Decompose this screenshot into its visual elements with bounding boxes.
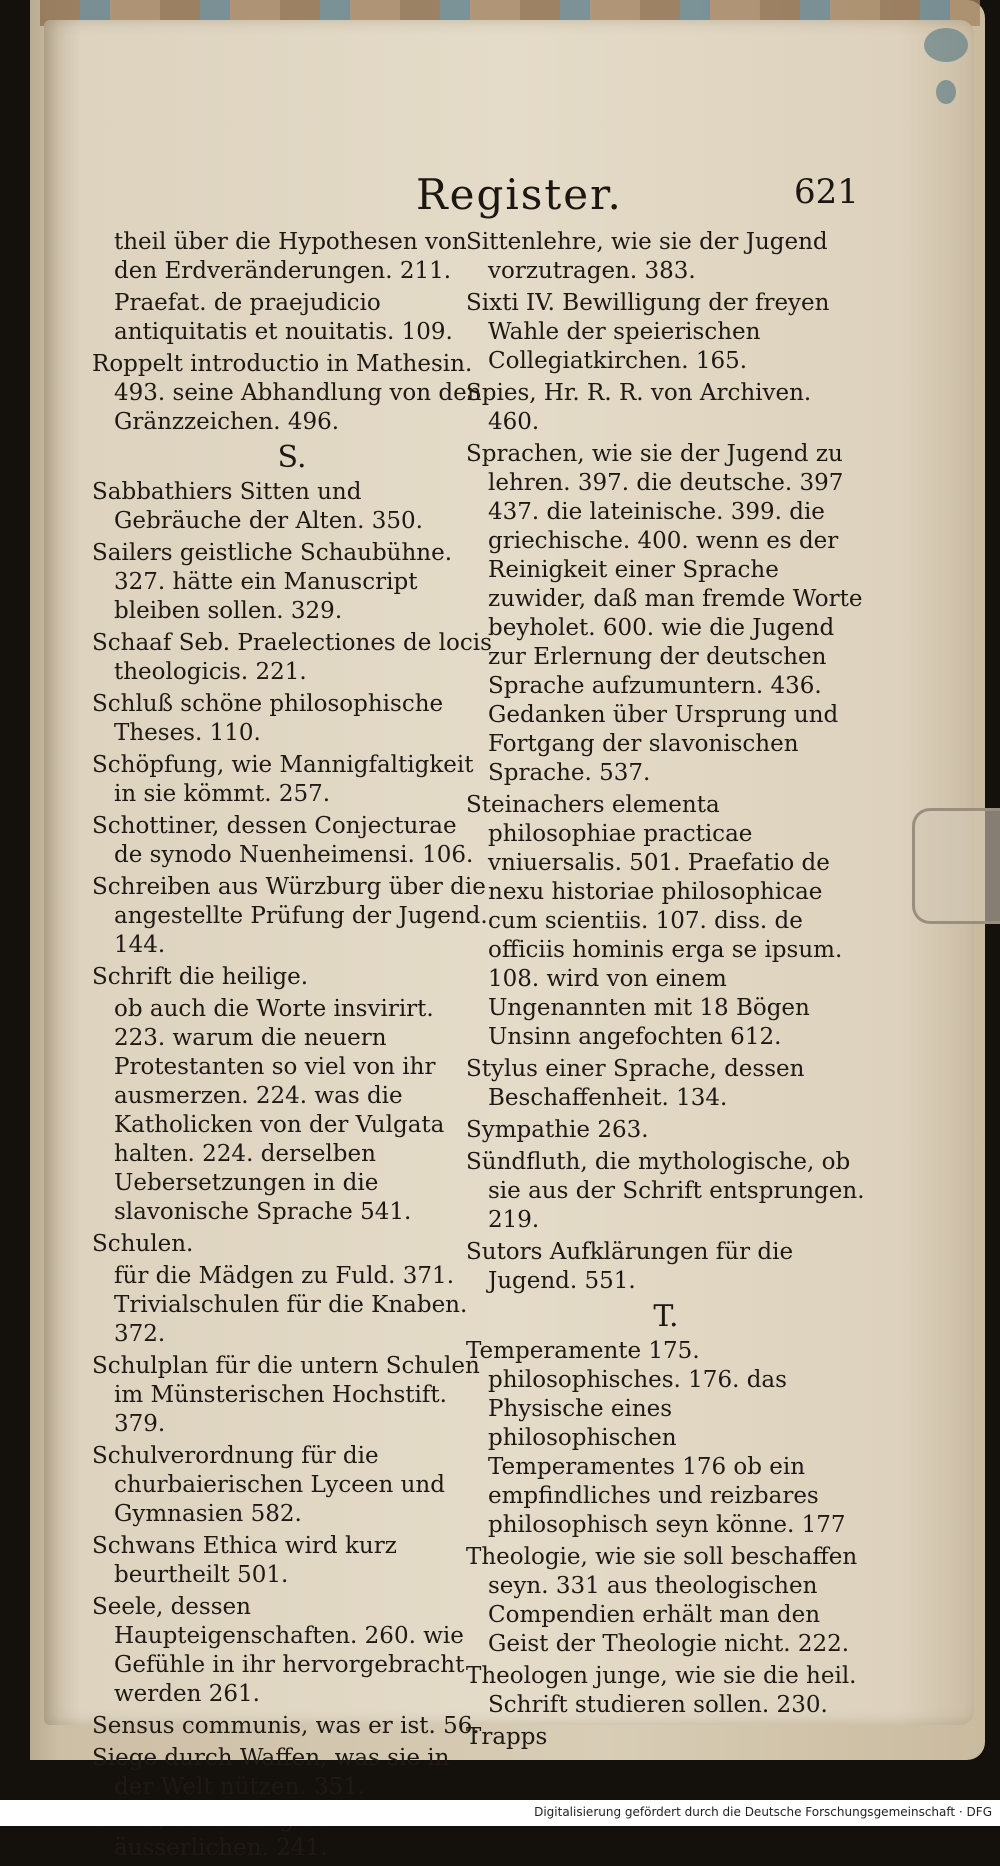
footer-credit: Digitalisierung gefördert durch die Deutsche Forschungsgemeinschaft · DFG — [534, 1805, 992, 1819]
index-entry: für die Mädgen zu Fuld. 371. Trivialschulen für die Knaben. 372. — [114, 1263, 468, 1347]
index-column-right — [466, 228, 866, 1755]
index-entry: Praefat. de praejudicio antiquitatis et nouitatis. 109. — [114, 290, 453, 345]
index-entry: Sündfluth, die mythologische, ob sie aus der Schrift entsprungen. 219. — [466, 1149, 865, 1233]
index-entry: Temperamente 175. philosophisches. 176. das Physische eines philosophischen Temperamentes 176 ob ein empfindliches und reizbares philosophisch seyn könne. 177 — [466, 1338, 846, 1538]
footer-band — [0, 1800, 1000, 1826]
index-entry: Schluß schöne philosophische Theses. 110. — [92, 691, 444, 746]
index-entry: Sittenlehre, wie sie der Jugend vorzutragen. 383. — [466, 229, 828, 284]
index-entry: theil über die Hypothesen von den Erdveränderungen. 211. — [114, 229, 467, 284]
index-entry: Schulplan für die untern Schulen im Münsterischen Hochstift. 379. — [92, 1353, 480, 1437]
index-entry: Stylus einer Sprache, dessen Beschaffenheit. 134. — [466, 1056, 805, 1111]
index-entry: Schaaf Seb. Praelectiones de locis theologicis. 221. — [92, 630, 492, 685]
section-letter: S. — [277, 440, 307, 475]
index-column-left — [92, 228, 492, 1866]
index-entry: Sensus communis, was er ist. 56. — [92, 1713, 480, 1739]
index-entry: Schrift die heilige. — [92, 964, 309, 990]
water-stain — [924, 28, 968, 62]
index-entry: Sprachen, wie sie der Jugend zu lehren. 397. die deutsche. 397 437. die lateinische. 399. die griechische. 400. wenn es der Reinigkeit einer Sprache zuwider, daß man fremde Worte beyholet. 600. wie die Jugend zur Erlernung der deutschen Sprache aufzumuntern. 436. Gedanken über Ursprung und Fortgang der slavonischen Sprache. 537. — [466, 441, 863, 786]
index-entry: Sympathie 263. — [466, 1117, 649, 1143]
page-number: 621 — [794, 172, 859, 212]
index-entry: Schulen. — [92, 1231, 194, 1257]
page-header — [44, 170, 974, 230]
index-entry: Schwans Ethica wird kurz beurtheilt 501. — [92, 1533, 397, 1588]
page-clip — [912, 808, 1000, 924]
index-entry: Theologie, wie sie soll beschaffen seyn. 331 aus theologischen Compendien erhält man den Geist der Theologie nicht. 222. — [466, 1544, 858, 1657]
section-letter: T. — [653, 1299, 679, 1334]
index-entry: Sailers geistliche Schaubühne. 327. hätte ein Manuscript bleiben sollen. 329. — [92, 540, 453, 624]
index-entry: Trapps — [466, 1724, 548, 1750]
index-entry: Roppelt introductio in Mathesin. 493. seine Abhandlung von den Gränzzeichen. 496. — [92, 351, 482, 435]
index-entry: Schottiner, dessen Conjecturae de synodo Nuenheimensi. 106. — [92, 813, 474, 868]
index-entry: Sabbathiers Sitten und Gebräuche der Alten. 350. — [92, 479, 423, 534]
index-entry: Siege durch Waffen, was sie in der Welt nützen. 351. — [92, 1745, 450, 1800]
index-entry: Spies, Hr. R. R. von Archiven. 460. — [466, 380, 812, 435]
index-entry: äusserlichen. 241. — [114, 1835, 328, 1861]
index-entry: Schulverordnung für die churbaierischen Lyceen und Gymnasien 582. — [92, 1443, 445, 1527]
water-stain — [936, 80, 956, 104]
page-title: Register. — [416, 170, 623, 219]
index-entry: Sixti IV. Bewilligung der freyen Wahle der speierischen Collegiatkirchen. 165. — [466, 290, 830, 374]
index-entry: Steinachers elementa philosophiae practicae vniuersalis. 501. Praefatio de nexu historiae philosophicae cum scientiis. 107. diss. de officiis hominis erga se ipsum. 108. wird von einem Ungenannten mit 18 Bögen Unsinn angefochten 612. — [466, 792, 843, 1050]
index-entry: Schöpfung, wie Mannigfaltigkeit in sie kömmt. 257. — [92, 752, 474, 807]
index-entry: Theologen junge, wie sie die heil. Schrift studieren sollen. 230. — [466, 1663, 857, 1718]
index-entry: Schreiben aus Würzburg über die angestellte Prüfung der Jugend. 144. — [92, 874, 488, 958]
index-entry: ob auch die Worte insvirirt. 223. warum die neuern Protestanten so viel von ihr ausmerzen. 224. was die Katholicken von der Vulgata halten. 224. derselben Uebersetzungen in die slavonische Sprache 541. — [114, 996, 445, 1225]
index-entry: Sutors Aufklärungen für die Jugend. 551. — [466, 1239, 794, 1294]
index-entry: Seele, dessen Haupteigenschaften. 260. wie Gefühle in ihr hervorgebracht werden 261. — [92, 1594, 465, 1707]
